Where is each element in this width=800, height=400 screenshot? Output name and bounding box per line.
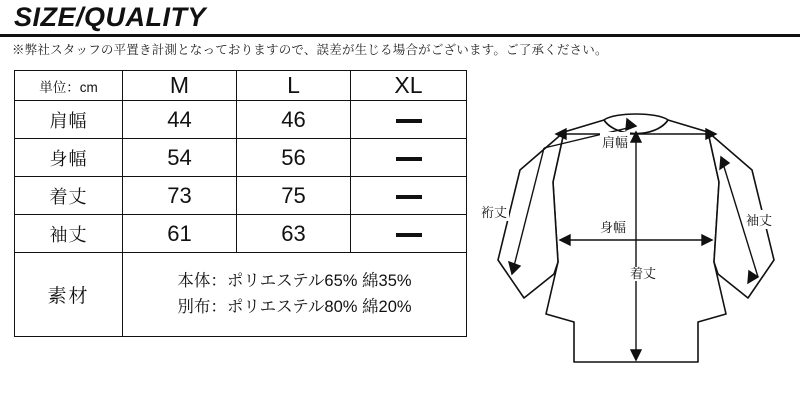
label-yuki: 裄丈 — [479, 202, 509, 221]
page-title: SIZE/QUALITY — [14, 2, 207, 32]
header-divider — [0, 34, 800, 37]
material-row — [15, 253, 467, 337]
unit-label: 単位：cm — [15, 71, 123, 101]
row-label-material: 素材 — [15, 253, 123, 337]
table-header-row — [15, 71, 467, 101]
cell-length-l: 75 — [237, 177, 351, 215]
table-row — [15, 101, 467, 139]
cell-chest-m: 54 — [123, 139, 237, 177]
dash-mark — [396, 195, 422, 199]
cell-length-m: 73 — [123, 177, 237, 215]
label-chest: 身幅 — [598, 217, 628, 236]
column-header-l: L — [237, 71, 351, 101]
label-sleeve: 袖丈 — [744, 210, 774, 229]
dash-mark — [396, 157, 422, 161]
row-label-sleeve: 袖丈 — [15, 215, 123, 253]
label-body-length: 着丈 — [630, 266, 657, 281]
garment-diagram — [476, 62, 796, 392]
material-value — [123, 253, 467, 337]
cell-shoulder-l: 46 — [237, 101, 351, 139]
row-label-length: 着丈 — [15, 177, 123, 215]
row-label-shoulder: 肩幅 — [15, 101, 123, 139]
cell-chest-l: 56 — [237, 139, 351, 177]
table-row — [15, 139, 467, 177]
column-header-m: M — [123, 71, 237, 101]
cell-sleeve-l: 63 — [237, 215, 351, 253]
cell-chest-xl — [351, 139, 467, 177]
material-line-2: 別布：ポリエステル80% 綿20% — [177, 297, 412, 316]
table-row — [15, 177, 467, 215]
label-shoulder: 肩幅 — [600, 132, 630, 151]
dash-mark — [396, 119, 422, 123]
table-row — [15, 215, 467, 253]
measurement-note: ※弊社スタッフの平置き計測となっておりますので、誤差が生じる場合がございます。ご了承ください。 — [12, 43, 608, 57]
dash-mark — [396, 233, 422, 237]
column-header-xl: XL — [351, 71, 467, 101]
material-line-1: 本体：ポリエステル65% 綿35% — [177, 271, 412, 290]
cell-sleeve-m: 61 — [123, 215, 237, 253]
cell-shoulder-m: 44 — [123, 101, 237, 139]
cell-sleeve-xl — [351, 215, 467, 253]
row-label-chest: 身幅 — [15, 139, 123, 177]
cell-length-xl — [351, 177, 467, 215]
size-table — [14, 70, 467, 337]
cell-shoulder-xl — [351, 101, 467, 139]
